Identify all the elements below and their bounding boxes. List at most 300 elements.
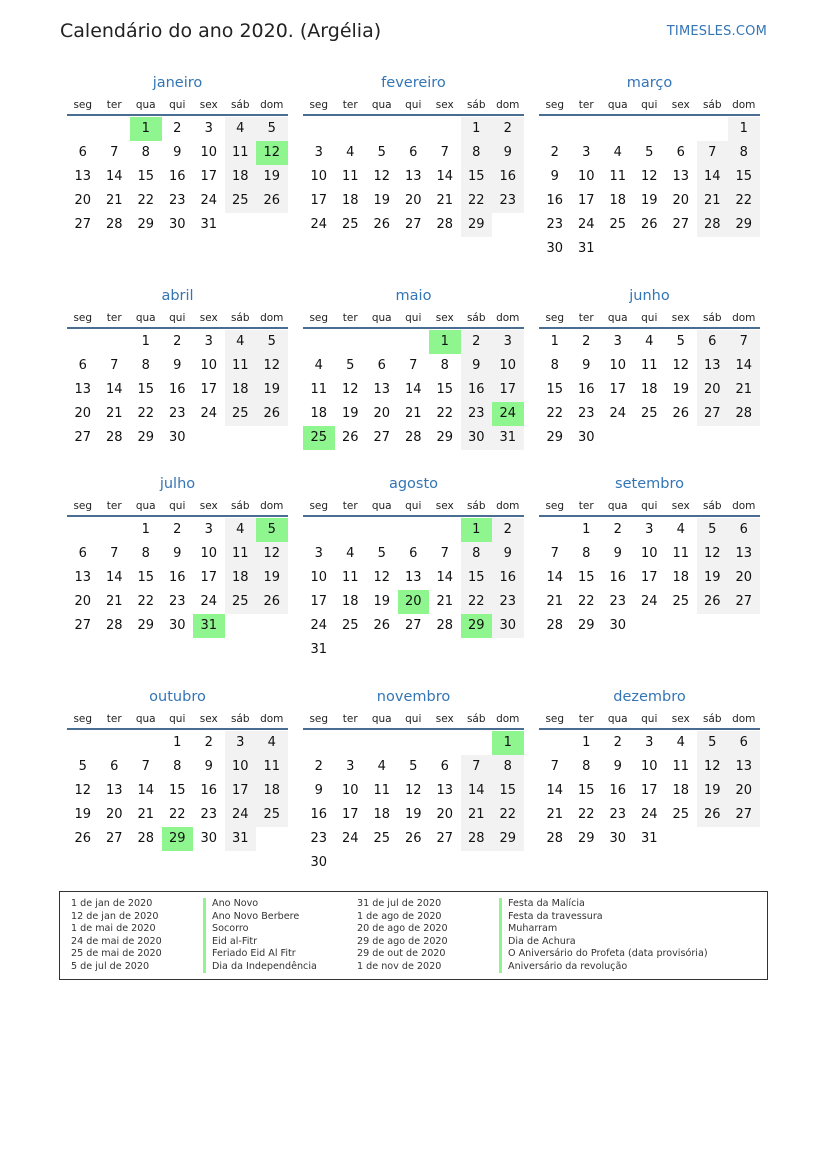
weekday-label: sex — [435, 312, 454, 324]
month-name: setembro — [615, 476, 684, 492]
day-cell: 27 — [436, 831, 454, 846]
day-cell: 24 — [200, 406, 218, 421]
day-cell: 11 — [609, 169, 627, 184]
day-cell: 7 — [110, 145, 119, 160]
weekday-label: sáb — [702, 500, 722, 512]
day-cell: 30 — [546, 241, 564, 256]
month-3 — [67, 285, 288, 450]
day-cell: 26 — [256, 402, 288, 426]
weekday-label: dom — [732, 99, 756, 111]
day-cell: 6 — [409, 145, 418, 160]
day-cell: 14 — [546, 570, 564, 585]
month-8 — [539, 473, 760, 638]
weekday-label: qui — [641, 312, 658, 324]
day-cell: 6 — [409, 546, 418, 561]
weekday-label: qui — [641, 99, 658, 111]
day-cell: 28 — [105, 430, 123, 445]
legend-holiday-name: Dia de Achura — [508, 935, 576, 947]
day-cell: 17 — [609, 382, 627, 397]
weekday-label: sex — [199, 500, 218, 512]
day-cell: 2 — [582, 334, 591, 349]
day-cell: 27 — [697, 402, 729, 426]
weekday-label: qua — [607, 312, 628, 324]
day-cell: 11 — [225, 141, 257, 165]
day-cell: 15 — [137, 382, 155, 397]
day-cell: 19 — [74, 807, 92, 822]
day-cell: 30 — [310, 855, 328, 870]
day-cell: 7 — [728, 330, 760, 354]
weekday-label: dom — [260, 713, 284, 725]
day-cell: 4 — [676, 735, 685, 750]
weekday-label: seg — [309, 99, 329, 111]
weekday-label: seg — [545, 713, 565, 725]
day-cell: 9 — [204, 759, 213, 774]
day-cell: 21 — [404, 406, 422, 421]
day-cell: 22 — [461, 189, 493, 213]
day-cell: 23 — [492, 189, 524, 213]
day-cell: 22 — [137, 193, 155, 208]
day-cell: 23 — [168, 594, 186, 609]
legend-date: 20 de ago de 2020 — [357, 923, 448, 934]
day-cell: 10 — [225, 755, 257, 779]
month-name: janeiro — [152, 75, 203, 91]
day-cell: 18 — [225, 165, 257, 189]
day-cell: 28 — [105, 618, 123, 633]
empty-cell — [429, 117, 461, 141]
day-cell: 27 — [373, 430, 391, 445]
day-cell: 29 — [577, 618, 595, 633]
day-cell: 18 — [310, 406, 328, 421]
day-cell: 20 — [728, 779, 760, 803]
empty-cell — [303, 330, 335, 354]
day-cell: 31 — [492, 426, 524, 450]
day-cell: 5 — [346, 358, 355, 373]
holiday-day: 1 — [461, 518, 493, 542]
day-cell: 30 — [200, 831, 218, 846]
day-cell: 20 — [74, 406, 92, 421]
day-cell: 8 — [173, 759, 182, 774]
day-cell: 27 — [105, 831, 123, 846]
weekday-label: seg — [73, 99, 93, 111]
day-cell: 28 — [436, 618, 454, 633]
day-cell: 30 — [461, 426, 493, 450]
day-cell: 9 — [314, 783, 323, 798]
weekday-label: qua — [371, 713, 392, 725]
weekday-label: sáb — [702, 713, 722, 725]
legend-date: 1 de jan de 2020 — [71, 898, 153, 909]
empty-cell — [99, 731, 131, 755]
day-cell: 24 — [310, 217, 328, 232]
day-cell: 15 — [577, 570, 595, 585]
month-name: fevereiro — [381, 75, 446, 91]
day-cell: 14 — [728, 354, 760, 378]
day-cell: 13 — [404, 169, 422, 184]
day-cell: 8 — [461, 141, 493, 165]
day-cell: 10 — [341, 783, 359, 798]
day-cell: 26 — [672, 406, 690, 421]
day-cell: 23 — [200, 807, 218, 822]
day-cell: 16 — [492, 566, 524, 590]
weekday-label: qui — [405, 500, 422, 512]
weekday-label: qui — [169, 312, 186, 324]
weekday-header — [303, 94, 524, 116]
day-cell: 21 — [461, 803, 493, 827]
month-name: agosto — [388, 476, 439, 492]
day-cell: 31 — [640, 831, 658, 846]
legend-holiday-name: Muharram — [508, 923, 558, 934]
holiday-day: 1 — [429, 330, 461, 354]
day-cell: 12 — [373, 570, 391, 585]
weekday-label: ter — [106, 99, 122, 111]
day-cell: 7 — [550, 546, 559, 561]
day-cell: 2 — [204, 735, 213, 750]
day-cell: 1 — [141, 522, 150, 537]
legend-holiday-name: Aniversário da revolução — [508, 960, 628, 972]
day-cell: 29 — [492, 827, 524, 851]
empty-cell — [335, 518, 367, 542]
day-cell: 1 — [550, 334, 559, 349]
day-cell: 16 — [200, 783, 218, 798]
day-cell: 26 — [640, 217, 658, 232]
day-cell: 30 — [168, 217, 186, 232]
empty-cell — [335, 330, 367, 354]
day-cell: 28 — [728, 402, 760, 426]
day-cell: 2 — [173, 334, 182, 349]
day-cell: 30 — [609, 831, 627, 846]
day-cell: 30 — [609, 618, 627, 633]
holiday-day: 31 — [193, 614, 225, 638]
empty-cell — [398, 518, 430, 542]
page-title: Calendário do ano 2020. (Argélia) — [60, 20, 382, 42]
day-cell: 24 — [200, 193, 218, 208]
day-cell: 21 — [546, 807, 564, 822]
day-cell: 17 — [310, 594, 328, 609]
day-cell: 18 — [672, 570, 690, 585]
day-cell: 16 — [609, 783, 627, 798]
legend-names-col2 — [499, 898, 708, 973]
day-cell: 25 — [225, 590, 257, 614]
day-cell: 11 — [672, 546, 690, 561]
day-cell: 31 — [225, 827, 257, 851]
day-cell: 27 — [74, 217, 92, 232]
day-cell: 18 — [225, 566, 257, 590]
day-cell: 3 — [204, 522, 213, 537]
weekday-label: qui — [169, 713, 186, 725]
day-cell: 3 — [314, 145, 323, 160]
day-cell: 28 — [461, 827, 493, 851]
day-cell: 5 — [377, 145, 386, 160]
weekday-label: dom — [260, 99, 284, 111]
day-cell: 26 — [256, 590, 288, 614]
day-cell: 23 — [577, 406, 595, 421]
day-cell: 7 — [110, 358, 119, 373]
day-cell: 8 — [582, 759, 591, 774]
weekday-label: sáb — [230, 713, 250, 725]
weekday-label: qui — [641, 713, 658, 725]
day-cell: 3 — [204, 121, 213, 136]
empty-cell — [67, 330, 99, 354]
day-cell: 3 — [582, 145, 591, 160]
weekday-label: sáb — [230, 99, 250, 111]
day-cell: 29 — [461, 213, 493, 237]
day-cell: 28 — [546, 831, 564, 846]
day-cell: 5 — [256, 117, 288, 141]
day-cell: 16 — [492, 165, 524, 189]
empty-cell — [99, 330, 131, 354]
weekday-label: qua — [135, 500, 156, 512]
day-cell: 5 — [78, 759, 87, 774]
day-cell: 18 — [640, 382, 658, 397]
day-cell: 7 — [409, 358, 418, 373]
day-cell: 6 — [110, 759, 119, 774]
empty-cell — [539, 117, 571, 141]
day-cell: 2 — [492, 518, 524, 542]
day-cell: 12 — [404, 783, 422, 798]
holiday-day: 29 — [461, 614, 493, 638]
day-cell: 21 — [105, 406, 123, 421]
empty-cell — [67, 518, 99, 542]
day-cell: 8 — [461, 542, 493, 566]
day-cell: 28 — [105, 217, 123, 232]
weekday-label: sáb — [230, 500, 250, 512]
weekday-label: sex — [435, 99, 454, 111]
legend-date: 29 de ago de 2020 — [357, 935, 448, 947]
day-grid — [539, 117, 760, 261]
month-11 — [539, 686, 760, 851]
day-grid — [303, 330, 524, 450]
day-cell: 11 — [341, 169, 359, 184]
day-cell: 4 — [225, 117, 257, 141]
empty-cell — [99, 117, 131, 141]
day-cell: 17 — [200, 382, 218, 397]
day-cell: 1 — [582, 522, 591, 537]
day-cell: 13 — [728, 542, 760, 566]
day-cell: 2 — [314, 759, 323, 774]
day-cell: 17 — [310, 193, 328, 208]
day-cell: 12 — [373, 169, 391, 184]
legend-holiday-name: Festa da travessura — [508, 910, 603, 922]
day-cell: 17 — [577, 193, 595, 208]
empty-cell — [634, 117, 666, 141]
brand-link[interactable]: TIMESLES.COM — [666, 24, 767, 39]
day-cell: 4 — [256, 731, 288, 755]
day-cell: 7 — [440, 546, 449, 561]
day-cell: 19 — [341, 406, 359, 421]
weekday-header — [303, 708, 524, 730]
day-cell: 26 — [697, 590, 729, 614]
month-7 — [303, 473, 524, 662]
month-1 — [303, 72, 524, 237]
day-cell: 25 — [256, 803, 288, 827]
day-cell: 6 — [676, 145, 685, 160]
empty-cell — [366, 330, 398, 354]
weekday-label: qui — [405, 312, 422, 324]
day-cell: 25 — [640, 406, 658, 421]
day-cell: 9 — [461, 354, 493, 378]
legend-names-col1 — [203, 898, 317, 973]
weekday-header — [67, 495, 288, 517]
day-cell: 13 — [74, 570, 92, 585]
holiday-day: 5 — [256, 518, 288, 542]
day-grid — [303, 117, 524, 237]
day-cell: 12 — [74, 783, 92, 798]
weekday-label: qua — [371, 312, 392, 324]
day-cell: 14 — [697, 165, 729, 189]
weekday-label: qua — [135, 99, 156, 111]
day-cell: 31 — [577, 241, 595, 256]
day-cell: 19 — [640, 193, 658, 208]
weekday-label: sex — [671, 99, 690, 111]
day-cell: 20 — [436, 807, 454, 822]
month-name: novembro — [376, 689, 451, 705]
weekday-label: ter — [342, 312, 358, 324]
empty-cell — [335, 731, 367, 755]
empty-cell — [99, 518, 131, 542]
day-cell: 11 — [373, 783, 391, 798]
weekday-label: qua — [371, 99, 392, 111]
legend-holiday-name: Dia da Independência — [212, 960, 317, 972]
day-grid — [303, 518, 524, 662]
day-cell: 21 — [697, 189, 729, 213]
day-cell: 22 — [492, 803, 524, 827]
day-cell: 19 — [672, 382, 690, 397]
legend-holiday-name: Feriado Eid Al Fitr — [212, 948, 296, 959]
empty-cell — [366, 731, 398, 755]
empty-cell — [461, 731, 493, 755]
weekday-label: dom — [732, 713, 756, 725]
day-cell: 13 — [74, 382, 92, 397]
day-cell: 11 — [310, 382, 328, 397]
day-cell: 9 — [613, 546, 622, 561]
day-cell: 17 — [200, 169, 218, 184]
day-cell: 29 — [577, 831, 595, 846]
month-name: março — [626, 75, 673, 91]
day-cell: 5 — [409, 759, 418, 774]
day-cell: 18 — [225, 378, 257, 402]
weekday-label: dom — [260, 500, 284, 512]
day-cell: 20 — [728, 566, 760, 590]
day-cell: 13 — [74, 169, 92, 184]
weekday-label: ter — [578, 312, 594, 324]
weekday-label: dom — [496, 500, 520, 512]
day-cell: 15 — [577, 783, 595, 798]
day-cell: 22 — [137, 406, 155, 421]
day-cell: 3 — [613, 334, 622, 349]
empty-cell — [539, 731, 571, 755]
day-cell: 27 — [728, 590, 760, 614]
day-cell: 30 — [492, 614, 524, 638]
day-cell: 8 — [550, 358, 559, 373]
day-cell: 23 — [168, 406, 186, 421]
day-cell: 19 — [256, 566, 288, 590]
day-cell: 3 — [346, 759, 355, 774]
day-cell: 25 — [373, 831, 391, 846]
day-cell: 16 — [310, 807, 328, 822]
day-cell: 19 — [404, 807, 422, 822]
day-cell: 24 — [640, 807, 658, 822]
day-cell: 5 — [676, 334, 685, 349]
legend-date: 1 de nov de 2020 — [357, 960, 442, 972]
day-cell: 16 — [168, 169, 186, 184]
weekday-label: sáb — [466, 312, 486, 324]
weekday-label: sex — [435, 713, 454, 725]
day-cell: 31 — [310, 642, 328, 657]
day-cell: 11 — [341, 570, 359, 585]
month-name: julho — [159, 476, 196, 492]
day-cell: 4 — [225, 330, 257, 354]
day-cell: 25 — [341, 618, 359, 633]
empty-cell — [398, 731, 430, 755]
day-cell: 29 — [546, 430, 564, 445]
day-grid — [67, 518, 288, 638]
weekday-label: seg — [545, 312, 565, 324]
day-cell: 24 — [200, 594, 218, 609]
day-cell: 21 — [728, 378, 760, 402]
day-cell: 22 — [577, 594, 595, 609]
day-cell: 19 — [373, 594, 391, 609]
day-cell: 25 — [609, 217, 627, 232]
day-cell: 24 — [640, 594, 658, 609]
day-cell: 7 — [550, 759, 559, 774]
holiday-day: 29 — [162, 827, 194, 851]
legend-date: 31 de jul de 2020 — [357, 898, 442, 909]
weekday-header — [303, 307, 524, 329]
empty-cell — [303, 731, 335, 755]
weekday-label: seg — [545, 99, 565, 111]
month-6 — [67, 473, 288, 638]
weekday-label: sáb — [466, 500, 486, 512]
day-cell: 3 — [492, 330, 524, 354]
day-cell: 9 — [550, 169, 559, 184]
day-cell: 25 — [341, 217, 359, 232]
day-grid — [67, 117, 288, 237]
day-cell: 4 — [225, 518, 257, 542]
day-cell: 16 — [461, 378, 493, 402]
weekday-label: qua — [607, 99, 628, 111]
weekday-label: sex — [199, 99, 218, 111]
day-cell: 10 — [200, 358, 218, 373]
day-cell: 18 — [341, 594, 359, 609]
weekday-label: ter — [342, 99, 358, 111]
day-cell: 29 — [436, 430, 454, 445]
day-cell: 27 — [74, 430, 92, 445]
empty-cell — [571, 117, 603, 141]
day-cell: 6 — [728, 518, 760, 542]
day-cell: 3 — [645, 735, 654, 750]
day-cell: 13 — [436, 783, 454, 798]
weekday-label: ter — [106, 312, 122, 324]
day-grid — [67, 731, 288, 851]
day-cell: 5 — [377, 546, 386, 561]
empty-cell — [303, 117, 335, 141]
day-cell: 21 — [137, 807, 155, 822]
weekday-label: ter — [106, 500, 122, 512]
day-cell: 12 — [697, 755, 729, 779]
weekday-label: sex — [199, 312, 218, 324]
day-cell: 13 — [672, 169, 690, 184]
day-cell: 10 — [200, 145, 218, 160]
day-cell: 13 — [728, 755, 760, 779]
day-cell: 17 — [640, 570, 658, 585]
empty-cell — [398, 117, 430, 141]
weekday-label: ter — [342, 713, 358, 725]
day-cell: 22 — [168, 807, 186, 822]
day-cell: 29 — [137, 618, 155, 633]
month-0 — [67, 72, 288, 237]
day-cell: 6 — [377, 358, 386, 373]
day-cell: 12 — [256, 542, 288, 566]
empty-cell — [67, 117, 99, 141]
